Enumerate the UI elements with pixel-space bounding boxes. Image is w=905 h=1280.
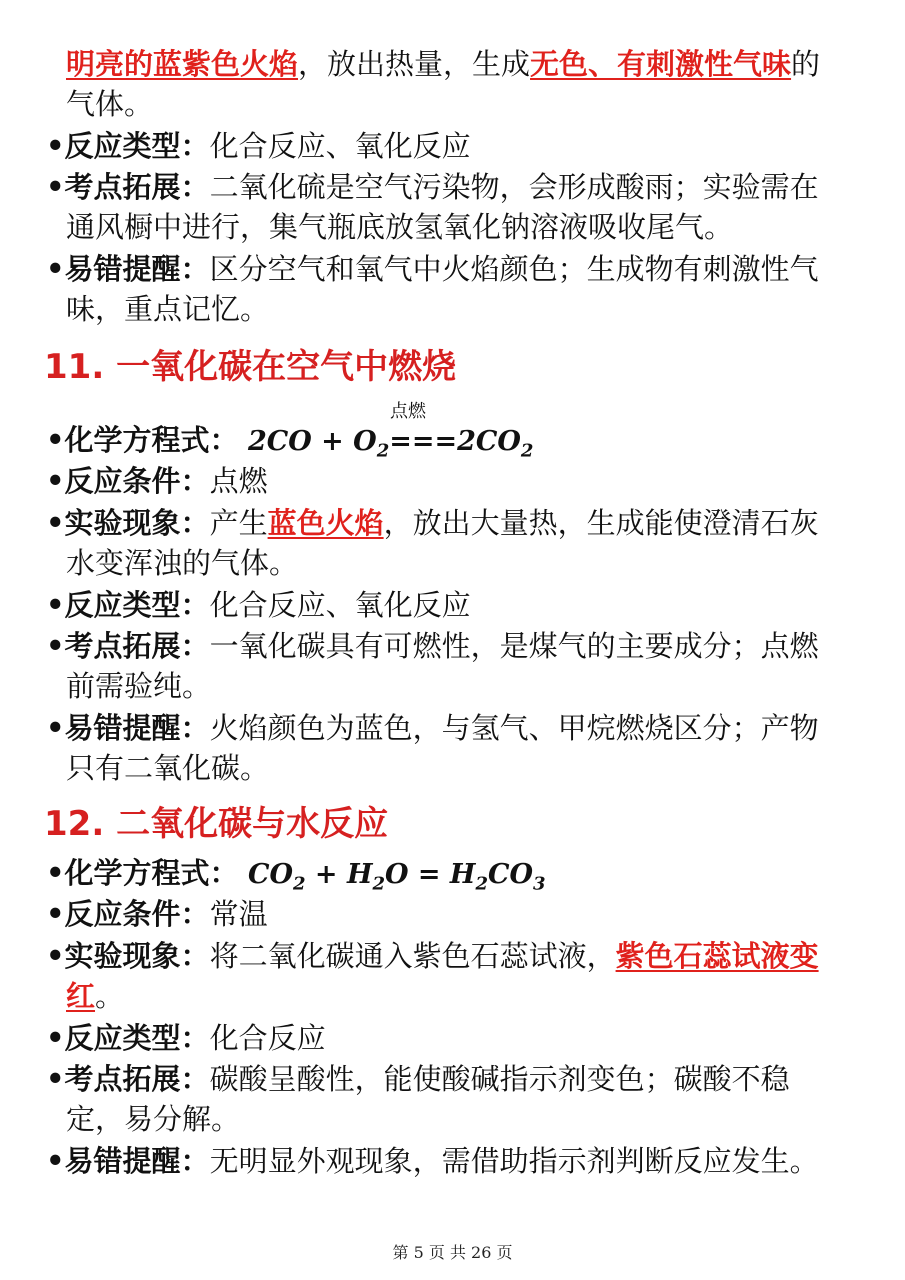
prev-type-row: •反应类型：化合反应、氧化反应: [46, 129, 471, 163]
s12-extension-line2: 定，易分解。: [66, 1102, 241, 1136]
s11-equation: $2CO + O_2===2CO_2$: [238, 426, 534, 462]
s11-extension-row: •考点拓展：一氧化碳具有可燃性，是煤气的主要成分；点燃: [46, 629, 819, 663]
highlight-blue-flame: 蓝色火焰: [267, 506, 384, 540]
s12-extension-row: •考点拓展：碳酸呈酸性，能使酸碱指示剂变色；碳酸不稳: [46, 1062, 790, 1096]
equation-condition: 点燃: [390, 401, 426, 422]
prev-error-line2: 味，重点记忆。: [66, 292, 270, 326]
s11-phenomenon-line2: 水变浑浊的气体。: [66, 546, 299, 580]
page-footer: 第 5 页 共 26 页: [392, 1243, 513, 1262]
prev-error-row: •易错提醒：区分空气和氧气中火焰颜色；生成物有刺激性气: [46, 252, 819, 286]
prev-phenomenon-line2: 气体。: [66, 87, 154, 121]
section-12-title: 12. 二氧化碳与水反应: [44, 804, 389, 844]
s11-condition-row: •反应条件：点燃: [46, 464, 268, 498]
s12-phenomenon-line2: 红。: [66, 979, 125, 1013]
s11-phenomenon-row: •实验现象：产生蓝色火焰，放出大量热，生成能使澄清石灰: [46, 506, 819, 540]
highlight-red: 红: [66, 979, 96, 1013]
s12-condition-row: •反应条件：常温: [46, 897, 268, 931]
s12-error-row: •易错提醒：无明显外观现象，需借助指示剂判断反应发生。: [46, 1144, 819, 1178]
highlight-flame: 明亮的蓝紫色火焰: [66, 47, 299, 81]
s11-extension-line2: 前需验纯。: [66, 669, 212, 703]
highlight-litmus: 紫色石蕊试液变: [615, 939, 819, 973]
s12-phenomenon-row: •实验现象：将二氧化碳通入紫色石蕊试液，紫色石蕊试液变: [46, 939, 819, 973]
s11-error-line2: 只有二氧化碳。: [66, 751, 270, 785]
s11-equation-row: •化学方程式： $2CO + O_2===2CO_2$: [46, 423, 534, 462]
s12-equation: $CO_2 + H_2O = H_2CO_3$: [238, 859, 546, 895]
prev-extension-line2: 通风橱中进行，集气瓶底放氢氧化钠溶液吸收尾气。: [66, 210, 734, 244]
section-11-title: 11. 一氧化碳在空气中燃烧: [44, 347, 457, 387]
highlight-gas: 无色、有刺激性气味: [530, 47, 792, 81]
prev-phenomenon-line1: 明亮的蓝紫色火焰，放出热量，生成无色、有刺激性气味的: [66, 47, 821, 81]
s11-type-row: •反应类型：化合反应、氧化反应: [46, 588, 471, 622]
s11-error-row: •易错提醒：火焰颜色为蓝色，与氢气、甲烷燃烧区分；产物: [46, 711, 819, 745]
prev-extension-row: •考点拓展：二氧化硫是空气污染物，会形成酸雨；实验需在: [46, 170, 819, 204]
s12-equation-row: •化学方程式： $CO_2 + H_2O = H_2CO_3$: [46, 856, 546, 895]
s12-type-row: •反应类型：化合反应: [46, 1021, 326, 1055]
